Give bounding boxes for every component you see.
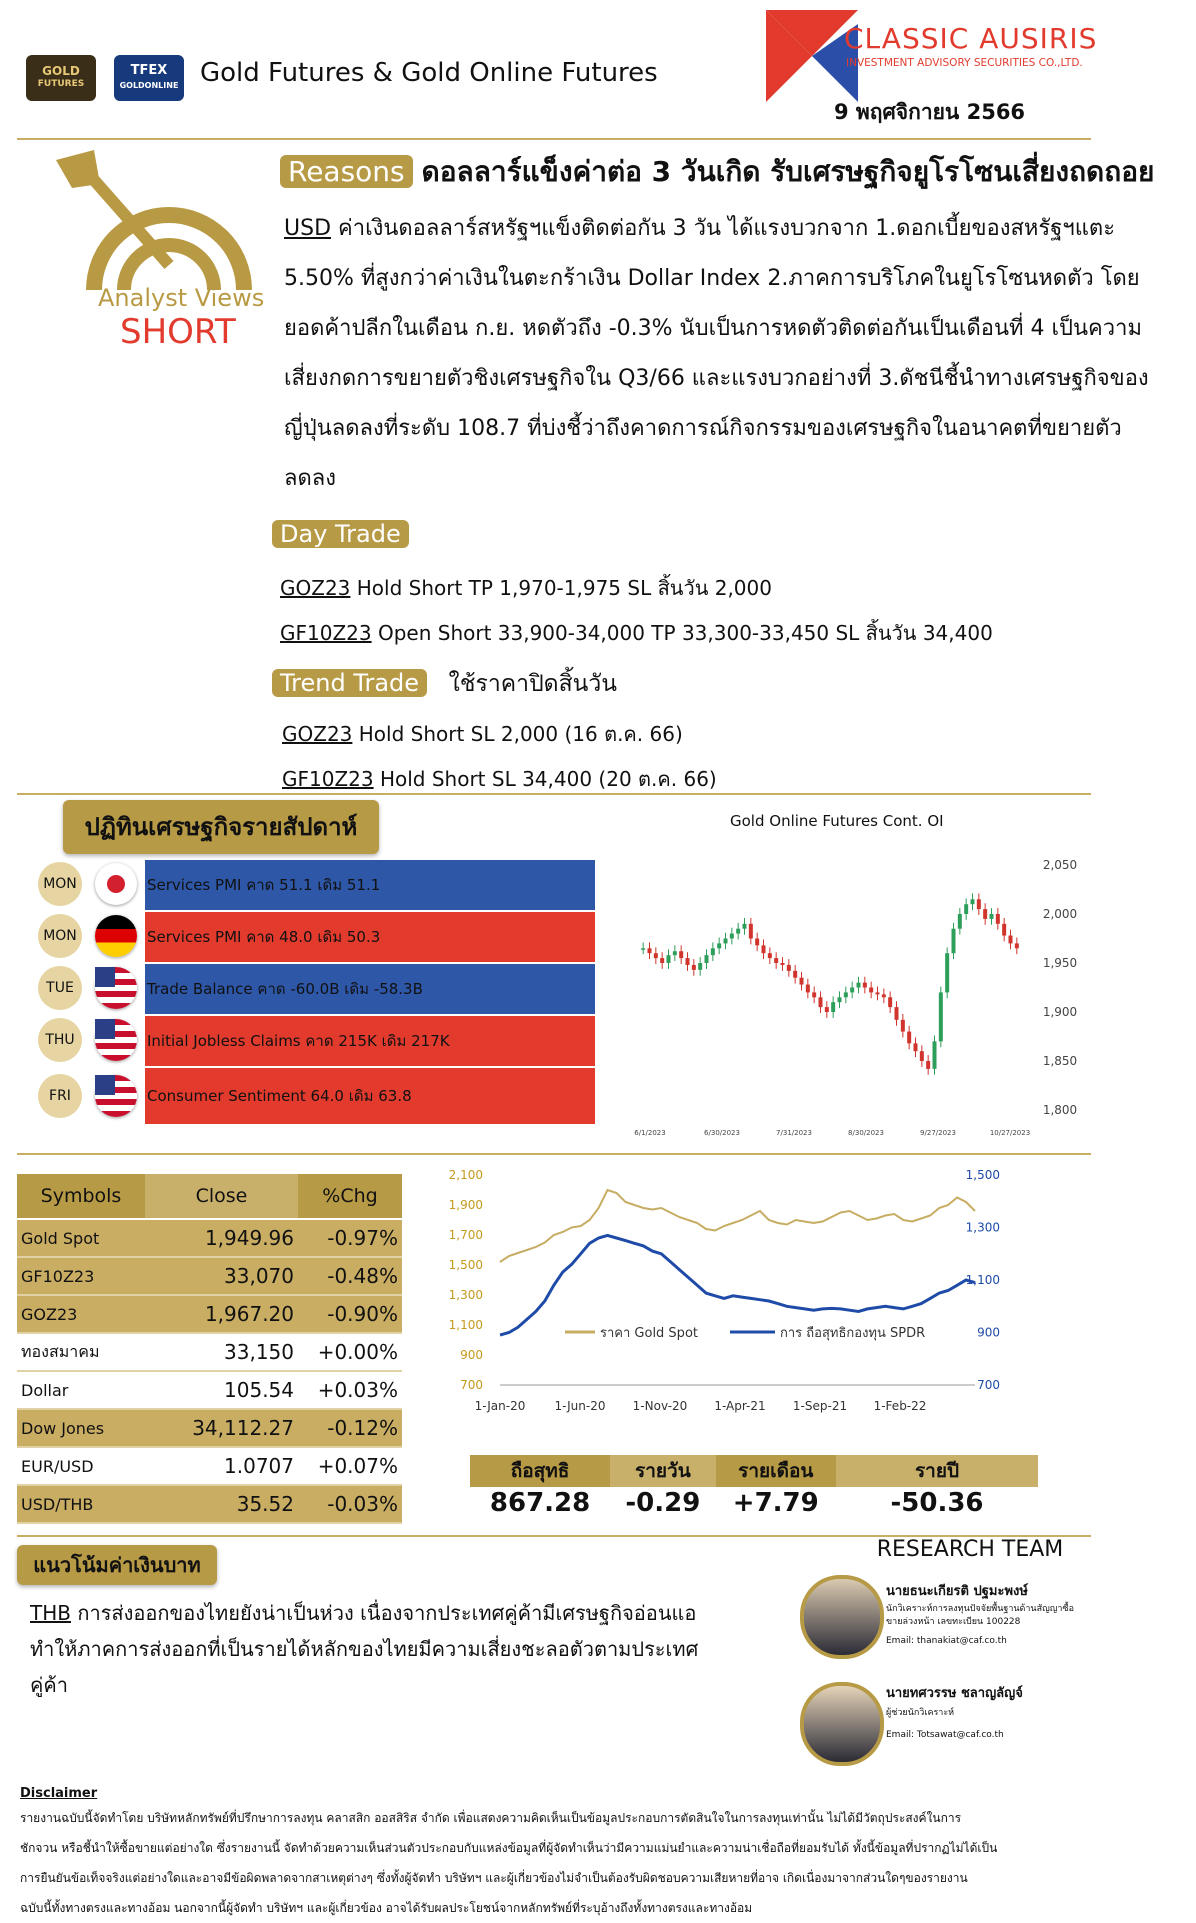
symbol: GF10Z23 (280, 621, 372, 645)
left-tick-label: 1,700 (448, 1228, 483, 1242)
report-date: 9 พฤศจิกายน 2566 (834, 100, 1026, 124)
brand-subtitle: INVESTMENT ADVISORY SECURITIES CO.,LTD. (846, 57, 1083, 69)
legend-label: ราคา Gold Spot (600, 1326, 698, 1341)
left-tick-label: 2,100 (448, 1168, 483, 1182)
reasons-headline: ดอลลาร์แข็งค่าต่อ 3 วันเกิด รับเศรษฐกิจยูโรโซนเสี่ยงถดถอย (421, 155, 1155, 188)
japan-flag-icon (95, 863, 137, 905)
candle-body (705, 955, 709, 963)
trade-text: Hold Short SL 2,000 (16 ต.ค. 66) (358, 722, 683, 746)
candle-body (648, 948, 652, 953)
symbol-name: ทองสมาคม (17, 1333, 145, 1371)
candle-body (964, 904, 968, 914)
tfex-logo (114, 55, 184, 101)
column-header: รายปี (836, 1455, 1038, 1487)
fund-value: -0.29 (625, 1488, 701, 1518)
candle-body (654, 953, 658, 958)
candle-body (895, 1007, 899, 1020)
calendar-event (145, 1068, 595, 1124)
thb-line: คู่ค้า (30, 1673, 68, 1697)
avatar (800, 1682, 884, 1766)
calendar-day: MON (38, 914, 82, 958)
candle-body (724, 939, 728, 944)
candle-body (990, 914, 994, 919)
brand-name: CLASSIC AUSIRIS (844, 22, 1098, 55)
disclaimer-line: ฉบับนี้ทั้งทางตรงและทางอ้อม นอกจากนี้ผู้จัดทำ บริษัทฯ และผู้เกี่ยวข้อง อาจได้รับผลประโยชน์จากหลักทรัพย์ที่ระบุอ้างถึงทั้งทางตรงและทางอ้อม (20, 1901, 753, 1915)
close-value: 33,150 (145, 1333, 298, 1371)
x-tick-label: 1-Jun-20 (554, 1399, 606, 1413)
trade-text: Open Short 33,900-34,000 TP 33,300-33,450 SL สิ้นวัน 34,400 (377, 621, 993, 645)
close-value: 34,112.27 (145, 1409, 298, 1447)
reasons-body (284, 208, 1184, 500)
candle-body (850, 988, 854, 993)
candle-body (844, 992, 848, 997)
candle-body (686, 958, 690, 965)
team-member-role: นักวิเคราะห์การลงทุนปัจจัยพื้นฐานด้านสัญญาซื้อขายล่วงหน้า เลขทะเบียน 100228 (886, 1604, 1074, 1627)
left-tick-label: 1,500 (448, 1258, 483, 1272)
candle-body (876, 992, 880, 994)
disclaimer-line: รายงานฉบับนี้จัดทำโดย บริษัทหลักทรัพย์ที่ปรึกษาการลงทุน คลาสสิก ออสสิริส จำกัด เพื่อแสดงความคิดเห็นเป็นข้อมูลประกอบการตัดสินใจในการลงทุนเท่านั้น ไม่ได้มีวัตถุประสงค์ในการ (20, 1811, 962, 1825)
candle-body (914, 1043, 918, 1051)
left-tick-label: 700 (460, 1378, 483, 1392)
y-tick-label: 2,000 (1042, 907, 1078, 921)
calendar-day: FRI (38, 1074, 82, 1118)
column-header: รายเดือน (716, 1455, 836, 1487)
candle-body (933, 1041, 937, 1068)
candle-body (863, 983, 867, 988)
reasons-lead: USD (284, 216, 332, 241)
x-tick-label: 7/31/2023 (776, 1129, 812, 1137)
logo-text: FUTURES (37, 79, 85, 89)
calendar-event (145, 912, 595, 962)
candle-body (958, 914, 962, 929)
candle-body (698, 963, 702, 970)
candle-body (711, 948, 715, 955)
left-tick-label: 900 (460, 1348, 483, 1362)
column-header: Close (145, 1174, 298, 1219)
symbol-name: USD/THB (17, 1485, 145, 1523)
trade-text: Hold Short SL 34,400 (20 ต.ค. 66) (379, 767, 717, 791)
candle-body (781, 963, 785, 965)
symbol: GOZ23 (282, 722, 353, 746)
candle-body (939, 992, 943, 1041)
team-member-email: Email: Totsawat@caf.co.th (886, 1730, 1004, 1740)
candle-body (882, 994, 886, 997)
table-row (17, 1409, 402, 1447)
thb-line: ทำให้ภาคการส่งออกที่เป็นรายได้หลักของไทยมีความเสี่ยงชะลอตัวตามประเทศ (30, 1637, 699, 1661)
candle-body (743, 924, 747, 929)
x-tick-label: 9/27/2023 (920, 1129, 956, 1137)
usa-flag-icon (95, 967, 137, 1009)
event-text: Trade Balance คาด -60.0B เดิม -58.3B (147, 980, 423, 998)
divider (17, 1153, 1091, 1155)
reasons-line: ญี่ปุ่นลดลงที่ระดับ 108.7 ที่บ่งชี้ว่าถึงคาดการณ์กิจกรรมของเศรษฐกิจในอนาคตที่ขยายตัว (284, 416, 1122, 441)
table-row (17, 1219, 402, 1257)
thb-body (30, 1595, 790, 1703)
event-text: Services PMI คาด 51.1 เดิม 51.1 (147, 876, 381, 894)
candle-body (1009, 936, 1013, 944)
calendar-event (145, 964, 595, 1014)
candle-body (838, 997, 842, 1002)
symbol-name: Dollar (17, 1371, 145, 1409)
page-title: Gold Futures & Gold Online Futures (200, 58, 658, 88)
spdr-holdings-table (470, 1455, 1038, 1519)
change-value: +0.00% (298, 1333, 402, 1371)
column-header: Symbols (17, 1174, 145, 1219)
candle-body (736, 929, 740, 934)
trend-trade-item (282, 718, 683, 750)
close-value: 35.52 (145, 1485, 298, 1523)
trade-text: Hold Short TP 1,970-1,975 SL สิ้นวัน 2,000 (356, 576, 772, 600)
trend-trade-item (282, 763, 717, 795)
day-trade-item (280, 572, 772, 604)
fund-value: +7.79 (732, 1488, 819, 1518)
x-tick-label: 6/30/2023 (704, 1129, 740, 1137)
reasons-header (280, 150, 1154, 194)
reasons-line: เสี่ยงกดการขยายตัวชิงเศรษฐกิจใน Q3/66 และแรงบวกอย่างที่ 3.ดัชนีชี้นำทางเศรษฐกิจของ (284, 366, 1149, 391)
reasons-line: 5.50% ที่สูงกว่าค่าเงินในตะกร้าเงิน Dollar Index 2.ภาคการบริโภคในยูโรโซนหดตัว โดย (284, 266, 1140, 291)
analyst-call: SHORT (120, 312, 236, 352)
right-tick-label: 1,100 (965, 1273, 1000, 1287)
avatar (800, 1575, 884, 1659)
x-tick-label: 1-Sep-21 (792, 1399, 848, 1413)
calendar-event (145, 860, 595, 910)
trend-trade-tag: Trend Trade (272, 669, 427, 697)
target-icon (54, 150, 268, 290)
calendar-day: TUE (38, 966, 82, 1010)
reasons-line: ยอดค้าปลีกในเดือน ก.ย. หดตัวถึง -0.3% นับเป็นการหดตัวติดต่อกันเป็นเดือนที่ 4 เป็นความ (284, 316, 1142, 341)
candle-body (920, 1051, 924, 1061)
symbol-name: Gold Spot (17, 1219, 145, 1257)
x-tick-label: 1-Feb-22 (873, 1399, 927, 1413)
candle-body (768, 953, 772, 958)
left-tick-label: 1,300 (448, 1288, 483, 1302)
disclaimer-line: การยืนยันข้อเท็จจริงแต่อย่างใดและอาจมีข้อผิดพลาดจากสาเหตุต่างๆ ซึ่งทั้งผู้จัดทำ บริษัทฯ และผู้เกี่ยวข้องไม่จำเป็นต้องรับผิดชอบความเสียหายที่อาจ เกิดเนื่องมาจากส่วนใดๆของรายงาน (20, 1871, 968, 1885)
right-tick-label: 1,500 (965, 1168, 1000, 1182)
close-value: 1,967.20 (145, 1295, 298, 1333)
candle-body (660, 958, 664, 963)
candle-body (926, 1061, 930, 1069)
candle-body (819, 997, 823, 1007)
disclaimer-title: Disclaimer (20, 1786, 98, 1801)
y-tick-label: 1,950 (1042, 956, 1078, 970)
change-value: +0.07% (298, 1447, 402, 1485)
disclaimer-body (20, 1803, 1180, 1923)
calendar-title: ปฏิทินเศรษฐกิจรายสัปดาห์ (63, 800, 379, 854)
candle-body (952, 929, 956, 954)
price-table (17, 1174, 402, 1524)
calendar-day: MON (38, 862, 82, 906)
reasons-line: ลดลง (284, 466, 336, 491)
team-member-name: นายทศวรรษ ชลาญลัญจ์ (886, 1686, 1023, 1701)
candle-body (793, 971, 797, 978)
legend-label: การ ถือสุทธิกองทุน SPDR (780, 1326, 926, 1341)
team-member-name: นายธนะเกียรติ ปฐมะพงษ์ (886, 1584, 1028, 1599)
candle-body (831, 1002, 835, 1012)
divider (17, 793, 1091, 795)
table-row (17, 1257, 402, 1295)
gold-series-line (500, 1190, 975, 1262)
change-value: -0.90% (298, 1295, 402, 1333)
symbol-name: GF10Z23 (17, 1257, 145, 1295)
reasons-line: ค่าเงินดอลลาร์สหรัฐฯแข็งติดต่อกัน 3 วัน ได้แรงบวกจาก 1.ดอกเบี้ยของสหรัฐฯแตะ (338, 216, 1116, 241)
disclaimer-line: ชักจวน หรือชี้นำให้ซื้อขายแต่อย่างใด ซึ่งรายงานนี้ จัดทำด้วยความเห็นส่วนตัวประกอบกับแหล่งข้อมูลที่ผู้จัดทำเห็นว่ามีความแม่นยำและความน่าเชื่อถือที่ยอมรับได้ ทั้งนี้ข้อมูลที่ปรากฏไม่ได้เป็น (20, 1841, 998, 1855)
event-text: Services PMI คาด 48.0 เดิม 50.3 (147, 928, 381, 946)
research-team-title: RESEARCH TEAM (850, 1537, 1090, 1562)
logo-text: GOLD (42, 64, 80, 78)
x-tick-label: 10/27/2023 (989, 1129, 1031, 1137)
change-value: -0.03% (298, 1485, 402, 1523)
gold-spdr-chart (448, 1165, 1015, 1425)
right-tick-label: 700 (977, 1378, 1000, 1392)
day-trade-item (280, 617, 993, 649)
table-header-row (17, 1174, 402, 1219)
change-value: +0.03% (298, 1371, 402, 1409)
right-tick-label: 1,300 (965, 1220, 1000, 1235)
candle-body (907, 1032, 911, 1044)
candle-body (730, 934, 734, 939)
x-tick-label: 6/1/2023 (634, 1129, 666, 1137)
candle-body (673, 951, 677, 955)
candle-body (679, 951, 683, 958)
candle-body (857, 983, 861, 988)
candle-body (749, 924, 753, 939)
candle-body (1002, 924, 1006, 936)
gold-futures-logo (26, 55, 96, 101)
candle-body (996, 914, 1000, 924)
candle-body (641, 948, 645, 950)
table-header-row (470, 1455, 1038, 1487)
candle-body (901, 1020, 905, 1032)
team-member-role: ผู้ช่วยนักวิเคราะห์ (886, 1708, 955, 1718)
candle-body (825, 1007, 829, 1012)
logo-text: TFEX (130, 63, 168, 78)
fund-value: -50.36 (890, 1488, 984, 1518)
candle-body (983, 909, 987, 919)
reasons-tag: Reasons (280, 155, 413, 188)
change-value: -0.48% (298, 1257, 402, 1295)
usa-flag-icon (95, 1019, 137, 1061)
change-value: -0.97% (298, 1219, 402, 1257)
event-text: Consumer Sentiment 64.0 เดิม 63.8 (147, 1087, 412, 1105)
table-row (17, 1447, 402, 1485)
symbol-name: GOZ23 (17, 1295, 145, 1333)
table-row (17, 1333, 402, 1371)
team-member-email: Email: thanakiat@caf.co.th (886, 1636, 1007, 1646)
table-row (470, 1487, 1038, 1519)
candle-body (762, 945, 766, 953)
candle-body (755, 939, 759, 946)
thb-tag: แนวโน้มค่าเงินบาท (17, 1545, 217, 1585)
y-tick-label: 1,800 (1042, 1103, 1078, 1117)
candle-body (945, 953, 949, 992)
symbol-name: Dow Jones (17, 1409, 145, 1447)
candle-body (787, 965, 791, 971)
close-value: 33,070 (145, 1257, 298, 1295)
right-tick-label: 900 (977, 1325, 1000, 1340)
event-text: Initial Jobless Claims คาด 215K เดิม 217K (147, 1032, 450, 1050)
candle-body (692, 965, 696, 970)
candle-body (971, 899, 975, 904)
candle-body (800, 978, 804, 985)
trend-trade-note: ใช้ราคาปิดสิ้นวัน (448, 671, 618, 697)
close-value: 1.0707 (145, 1447, 298, 1485)
x-tick-label: 1-Nov-20 (632, 1399, 688, 1413)
candle-body (667, 955, 671, 963)
thb-lead: THB (30, 1601, 71, 1625)
calendar-day: THU (38, 1018, 82, 1062)
candle-body (806, 985, 810, 993)
change-value: -0.12% (298, 1409, 402, 1447)
x-tick-label: 8/30/2023 (848, 1129, 884, 1137)
close-value: 105.54 (145, 1371, 298, 1409)
candle-body (774, 958, 778, 963)
day-trade-tag: Day Trade (272, 520, 409, 548)
candle-body (869, 988, 873, 993)
germany-flag-icon (95, 915, 137, 957)
candle-body (1015, 943, 1019, 948)
column-header: %Chg (298, 1174, 402, 1219)
divider (17, 138, 1091, 140)
close-value: 1,949.96 (145, 1219, 298, 1257)
candle-body (717, 943, 721, 948)
y-tick-label: 1,850 (1042, 1054, 1078, 1068)
column-header: ถือสุทธิ (470, 1455, 610, 1487)
table-row (17, 1371, 402, 1409)
symbol: GOZ23 (280, 576, 351, 600)
usa-flag-icon (95, 1075, 137, 1117)
y-tick-label: 1,900 (1042, 1005, 1078, 1019)
candle-body (888, 997, 892, 1007)
table-row (17, 1295, 402, 1333)
x-tick-label: 1-Apr-21 (714, 1399, 766, 1413)
symbol-name: EUR/USD (17, 1447, 145, 1485)
symbol: GF10Z23 (282, 767, 374, 791)
x-tick-label: 1-Jan-20 (474, 1399, 526, 1413)
fund-value: 867.28 (489, 1488, 591, 1518)
left-tick-label: 1,100 (448, 1318, 483, 1332)
table-row (17, 1485, 402, 1523)
thb-line: การส่งออกของไทยยังน่าเป็นห่วง เนื่องจากประเทศคู่ค้ามีเศรษฐกิจอ่อนแอ (77, 1601, 697, 1625)
chart-title: Gold Online Futures Cont. OI (730, 812, 944, 830)
logo-text: GOLDONLINE (119, 81, 179, 90)
spdr-series-line (500, 1235, 975, 1335)
column-header: รายวัน (610, 1455, 715, 1487)
candle-body (812, 992, 816, 997)
analyst-views-label: Analyst Views (98, 284, 265, 312)
left-tick-label: 1,900 (448, 1198, 483, 1212)
y-tick-label: 2,050 (1042, 858, 1078, 872)
calendar-event (145, 1016, 595, 1066)
candlestick-chart (620, 845, 1100, 1145)
candle-body (977, 899, 981, 909)
